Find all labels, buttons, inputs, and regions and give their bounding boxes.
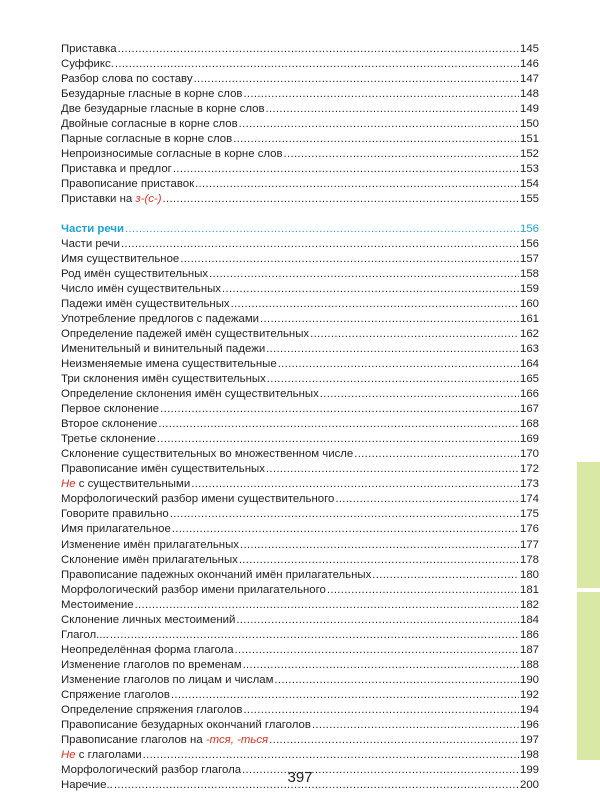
entry-title: Второе склонение (61, 418, 158, 431)
entry-accent-text: Не (61, 478, 76, 491)
entry-title: Местоимение (61, 598, 134, 611)
entry-title-text: с существительными (75, 478, 191, 491)
entry-page-number: 161 (519, 312, 539, 325)
entry-page-number: 190 (519, 673, 539, 686)
toc-entry[interactable] (61, 507, 539, 522)
entry-title: Правописание приставок (61, 178, 195, 191)
entry-page-number: 148 (519, 88, 539, 101)
entry-page-number: 151 (519, 133, 539, 146)
toc-entry[interactable] (61, 252, 539, 267)
dot-leader (243, 703, 519, 718)
toc-entry[interactable] (61, 673, 539, 688)
toc-entry[interactable] (61, 57, 539, 72)
entry-title: Глагол.... (61, 628, 109, 641)
dot-leader (260, 312, 519, 327)
entry-page-number: 170 (519, 448, 539, 461)
entry-page-number: 178 (519, 553, 539, 566)
entry-title-text: Правописание глаголов на (61, 734, 206, 747)
entry-title: Склонение имён прилагательных (61, 553, 238, 566)
entry-accent-text: з-(с-) (135, 193, 162, 206)
entry-page-number: 146 (519, 58, 539, 71)
entry-page-number: 164 (519, 357, 539, 370)
dot-leader (121, 237, 519, 252)
dot-leader (278, 357, 519, 372)
dot-leader (171, 688, 519, 703)
dot-leader (240, 538, 519, 553)
toc-entry[interactable] (61, 372, 539, 387)
entry-title (61, 748, 142, 763)
toc-entry[interactable] (61, 102, 539, 117)
entry-page-number: 159 (519, 282, 539, 295)
toc-entry[interactable] (61, 568, 539, 583)
entry-page-number: 174 (519, 493, 539, 506)
toc-entry[interactable] (61, 432, 539, 447)
toc-section-heading[interactable] (61, 222, 539, 237)
toc-entry[interactable] (61, 688, 539, 703)
entry-title (61, 733, 268, 748)
entry-page-number: 155 (519, 193, 539, 206)
entry-title: Приставка (61, 43, 117, 55)
toc-entry[interactable] (61, 132, 539, 147)
entry-page-number: 158 (519, 267, 539, 280)
entry-title: Двойные согласные в корне слов (61, 118, 238, 131)
entry-page-number: 150 (519, 118, 539, 131)
dot-leader (266, 462, 519, 477)
entry-page-number: 199 (519, 764, 539, 777)
entry-page-number: 157 (519, 252, 539, 265)
dot-leader (160, 402, 519, 417)
toc-group-parts-of-speech (61, 237, 539, 794)
toc-entry[interactable] (61, 42, 539, 57)
dot-leader (125, 222, 519, 237)
entry-title: Спряжение глаголов (61, 688, 170, 701)
entry-title: Непроизносимые согласные в корне слов (61, 148, 283, 161)
entry-title: Неопределённая форма глагола (61, 643, 234, 656)
entry-title: Склонение существительных во множественном числе (61, 448, 354, 461)
entry-title: Изменение глаголов по лицам и числам (61, 673, 274, 686)
entry-title: Части речи (61, 237, 120, 250)
dot-leader (354, 447, 519, 462)
dot-leader (180, 252, 519, 267)
toc-entry[interactable] (61, 237, 539, 252)
entry-title: Разбор слова по составу (61, 73, 193, 86)
toc-entry[interactable] (61, 492, 539, 507)
toc-entry[interactable] (61, 703, 539, 718)
dot-leader (143, 748, 519, 763)
entry-page-number: 145 (519, 43, 539, 55)
dot-leader (320, 387, 519, 402)
entry-page-number: 192 (519, 688, 539, 701)
dot-leader (163, 192, 519, 207)
table-of-contents (61, 42, 539, 793)
toc-entry[interactable] (61, 462, 539, 477)
dot-leader (118, 42, 519, 57)
entry-page-number: 181 (519, 583, 539, 596)
dot-leader (312, 718, 519, 733)
toc-entry[interactable] (61, 147, 539, 162)
dot-leader (172, 522, 519, 537)
dot-leader (209, 267, 519, 282)
dot-leader (310, 327, 519, 342)
entry-title: Морфологический разбор имени существительного (61, 493, 335, 506)
entry-page-number: 197 (519, 734, 539, 747)
page-number: 397 (287, 769, 313, 786)
toc-group-word-structure (61, 42, 539, 208)
toc-entry[interactable] (61, 327, 539, 342)
entry-title: Определение падежей имён существительных (61, 327, 310, 340)
entry-page-number: 196 (519, 719, 539, 732)
dot-leader (284, 147, 519, 162)
toc-entry[interactable] (61, 282, 539, 297)
dot-leader (173, 162, 519, 177)
toc-entry[interactable] (61, 117, 539, 132)
dot-leader (236, 613, 519, 628)
entry-accent-text: -тся, -ться (205, 734, 269, 747)
dot-leader (233, 132, 519, 147)
toc-entry[interactable] (61, 538, 539, 553)
entry-page-number: 180 (519, 568, 539, 581)
entry-page-number: 177 (519, 538, 539, 551)
toc-entry[interactable] (61, 342, 539, 357)
entry-title: Три склонения имён существительных (61, 372, 266, 385)
entry-page-number: 200 (519, 779, 539, 792)
section-gap (61, 208, 539, 222)
entry-title: Морфологический разбор имени прилагательного (61, 583, 326, 596)
dot-leader (170, 507, 519, 522)
toc-entry[interactable] (61, 72, 539, 87)
entry-title: Неизменяемые имена существительные (61, 357, 277, 370)
entry-title: Имя прилагательное (61, 523, 171, 536)
dot-leader (266, 342, 519, 357)
dot-leader (269, 733, 519, 748)
entry-page-number: 175 (519, 508, 539, 521)
entry-title: Имя существительное (61, 252, 180, 265)
toc-entry[interactable] (61, 387, 539, 402)
entry-title-text: Приставки на (61, 193, 136, 206)
entry-page-number: 186 (519, 628, 539, 641)
dot-leader (372, 568, 519, 583)
entry-page-number: 149 (519, 103, 539, 116)
section-page-number: 156 (519, 222, 539, 235)
dot-leader (191, 477, 519, 492)
dot-leader (243, 658, 519, 673)
entry-title: Две безударные гласные в корне слов (61, 103, 265, 116)
entry-accent-text: Не (61, 749, 76, 762)
toc-entry[interactable] (61, 357, 539, 372)
entry-page-number: 167 (519, 403, 539, 416)
entry-page-number: 194 (519, 704, 539, 717)
toc-entry[interactable] (61, 658, 539, 673)
toc-entry[interactable] (61, 297, 539, 312)
entry-title: Изменение глаголов по временам (61, 658, 242, 671)
toc-entry[interactable] (61, 748, 539, 763)
entry-title: Именительный и винительный падежи (61, 342, 266, 355)
toc-entry[interactable] (61, 447, 539, 462)
entry-page-number: 165 (519, 372, 539, 385)
toc-entry[interactable] (61, 312, 539, 327)
entry-title: Изменение имён прилагательных (61, 538, 239, 551)
dot-leader (115, 57, 519, 72)
dot-leader (243, 87, 519, 102)
entry-title: Первое склонение (61, 403, 160, 416)
entry-page-number: 169 (519, 433, 539, 446)
entry-page-number: 152 (519, 148, 539, 161)
toc-entry[interactable] (61, 583, 539, 598)
entry-title: Определение спряжения глаголов (61, 704, 243, 717)
section-title: Части речи (61, 222, 125, 235)
entry-title: Правописание безударных окончаний глаголов (61, 719, 311, 732)
toc-entry[interactable] (61, 553, 539, 568)
entry-page-number: 163 (519, 342, 539, 355)
dot-leader (222, 282, 519, 297)
dot-leader (231, 297, 519, 312)
side-tab-marker (577, 592, 600, 760)
entry-title: Наречие.. (61, 779, 113, 792)
toc-entry[interactable] (61, 177, 539, 192)
entry-title: Склонение личных местоимений (61, 613, 236, 626)
entry-title (61, 477, 190, 492)
entry-title: Число имён существительных (61, 282, 222, 295)
entry-title: Определение склонения имён существительных (61, 388, 319, 401)
entry-page-number: 198 (519, 749, 539, 762)
entry-title: Приставка и предлог (61, 163, 172, 176)
entry-title: Третье склонение (61, 433, 156, 446)
entry-page-number: 187 (519, 643, 539, 656)
entry-title: Падежи имён существительных (61, 297, 230, 310)
dot-leader (266, 102, 519, 117)
entry-page-number: 176 (519, 523, 539, 536)
entry-title: Правописание падежных окончаний имён прилагательных (61, 568, 372, 581)
toc-entry[interactable] (61, 87, 539, 102)
side-tab-marker (577, 462, 600, 588)
entry-page-number: 162 (519, 327, 539, 340)
toc-entry[interactable] (61, 162, 539, 177)
entry-title: Морфологический разбор глагола (61, 764, 242, 777)
toc-entry[interactable] (61, 643, 539, 658)
toc-entry[interactable] (61, 192, 539, 207)
dot-leader (110, 628, 519, 643)
dot-leader (239, 553, 519, 568)
entry-page-number: 182 (519, 598, 539, 611)
dot-leader (335, 492, 519, 507)
entry-page-number: 147 (519, 73, 539, 86)
dot-leader (274, 673, 519, 688)
dot-leader (327, 583, 519, 598)
entry-page-number: 173 (519, 478, 539, 491)
dot-leader (158, 417, 519, 432)
entry-title (61, 192, 162, 207)
entry-title: Суффикс. (61, 58, 114, 71)
dot-leader (267, 372, 519, 387)
toc-entry[interactable] (61, 477, 539, 492)
entry-title: Употребление предлогов с падежами (61, 312, 260, 325)
entry-page-number: 160 (519, 297, 539, 310)
entry-page-number: 172 (519, 463, 539, 476)
dot-leader (235, 643, 519, 658)
entry-title: Безударные гласные в корне слов (61, 88, 243, 101)
entry-title: Парные согласные в корне слов (61, 133, 233, 146)
entry-title: Правописание имён существительных (61, 463, 265, 476)
entry-page-number: 184 (519, 613, 539, 626)
entry-page-number: 188 (519, 658, 539, 671)
dot-leader (194, 72, 519, 87)
entry-page-number: 168 (519, 418, 539, 431)
toc-entry[interactable] (61, 718, 539, 733)
dot-leader (195, 177, 519, 192)
dot-leader (135, 598, 519, 613)
toc-entry[interactable] (61, 598, 539, 613)
entry-title: Род имён существительных (61, 267, 209, 280)
entry-page-number: 156 (519, 237, 539, 250)
toc-entry[interactable] (61, 628, 539, 643)
dot-leader (157, 432, 519, 447)
toc-entry[interactable] (61, 613, 539, 628)
dot-leader (239, 117, 519, 132)
toc-entry[interactable] (61, 733, 539, 748)
entry-title: Говорите правильно (61, 508, 169, 521)
entry-page-number: 153 (519, 163, 539, 176)
toc-entry[interactable] (61, 267, 539, 282)
entry-page-number: 154 (519, 178, 539, 191)
toc-entry[interactable] (61, 417, 539, 432)
toc-entry[interactable] (61, 402, 539, 417)
toc-entry[interactable] (61, 522, 539, 537)
entry-page-number: 166 (519, 388, 539, 401)
entry-title-text: с глаголами (75, 749, 142, 762)
